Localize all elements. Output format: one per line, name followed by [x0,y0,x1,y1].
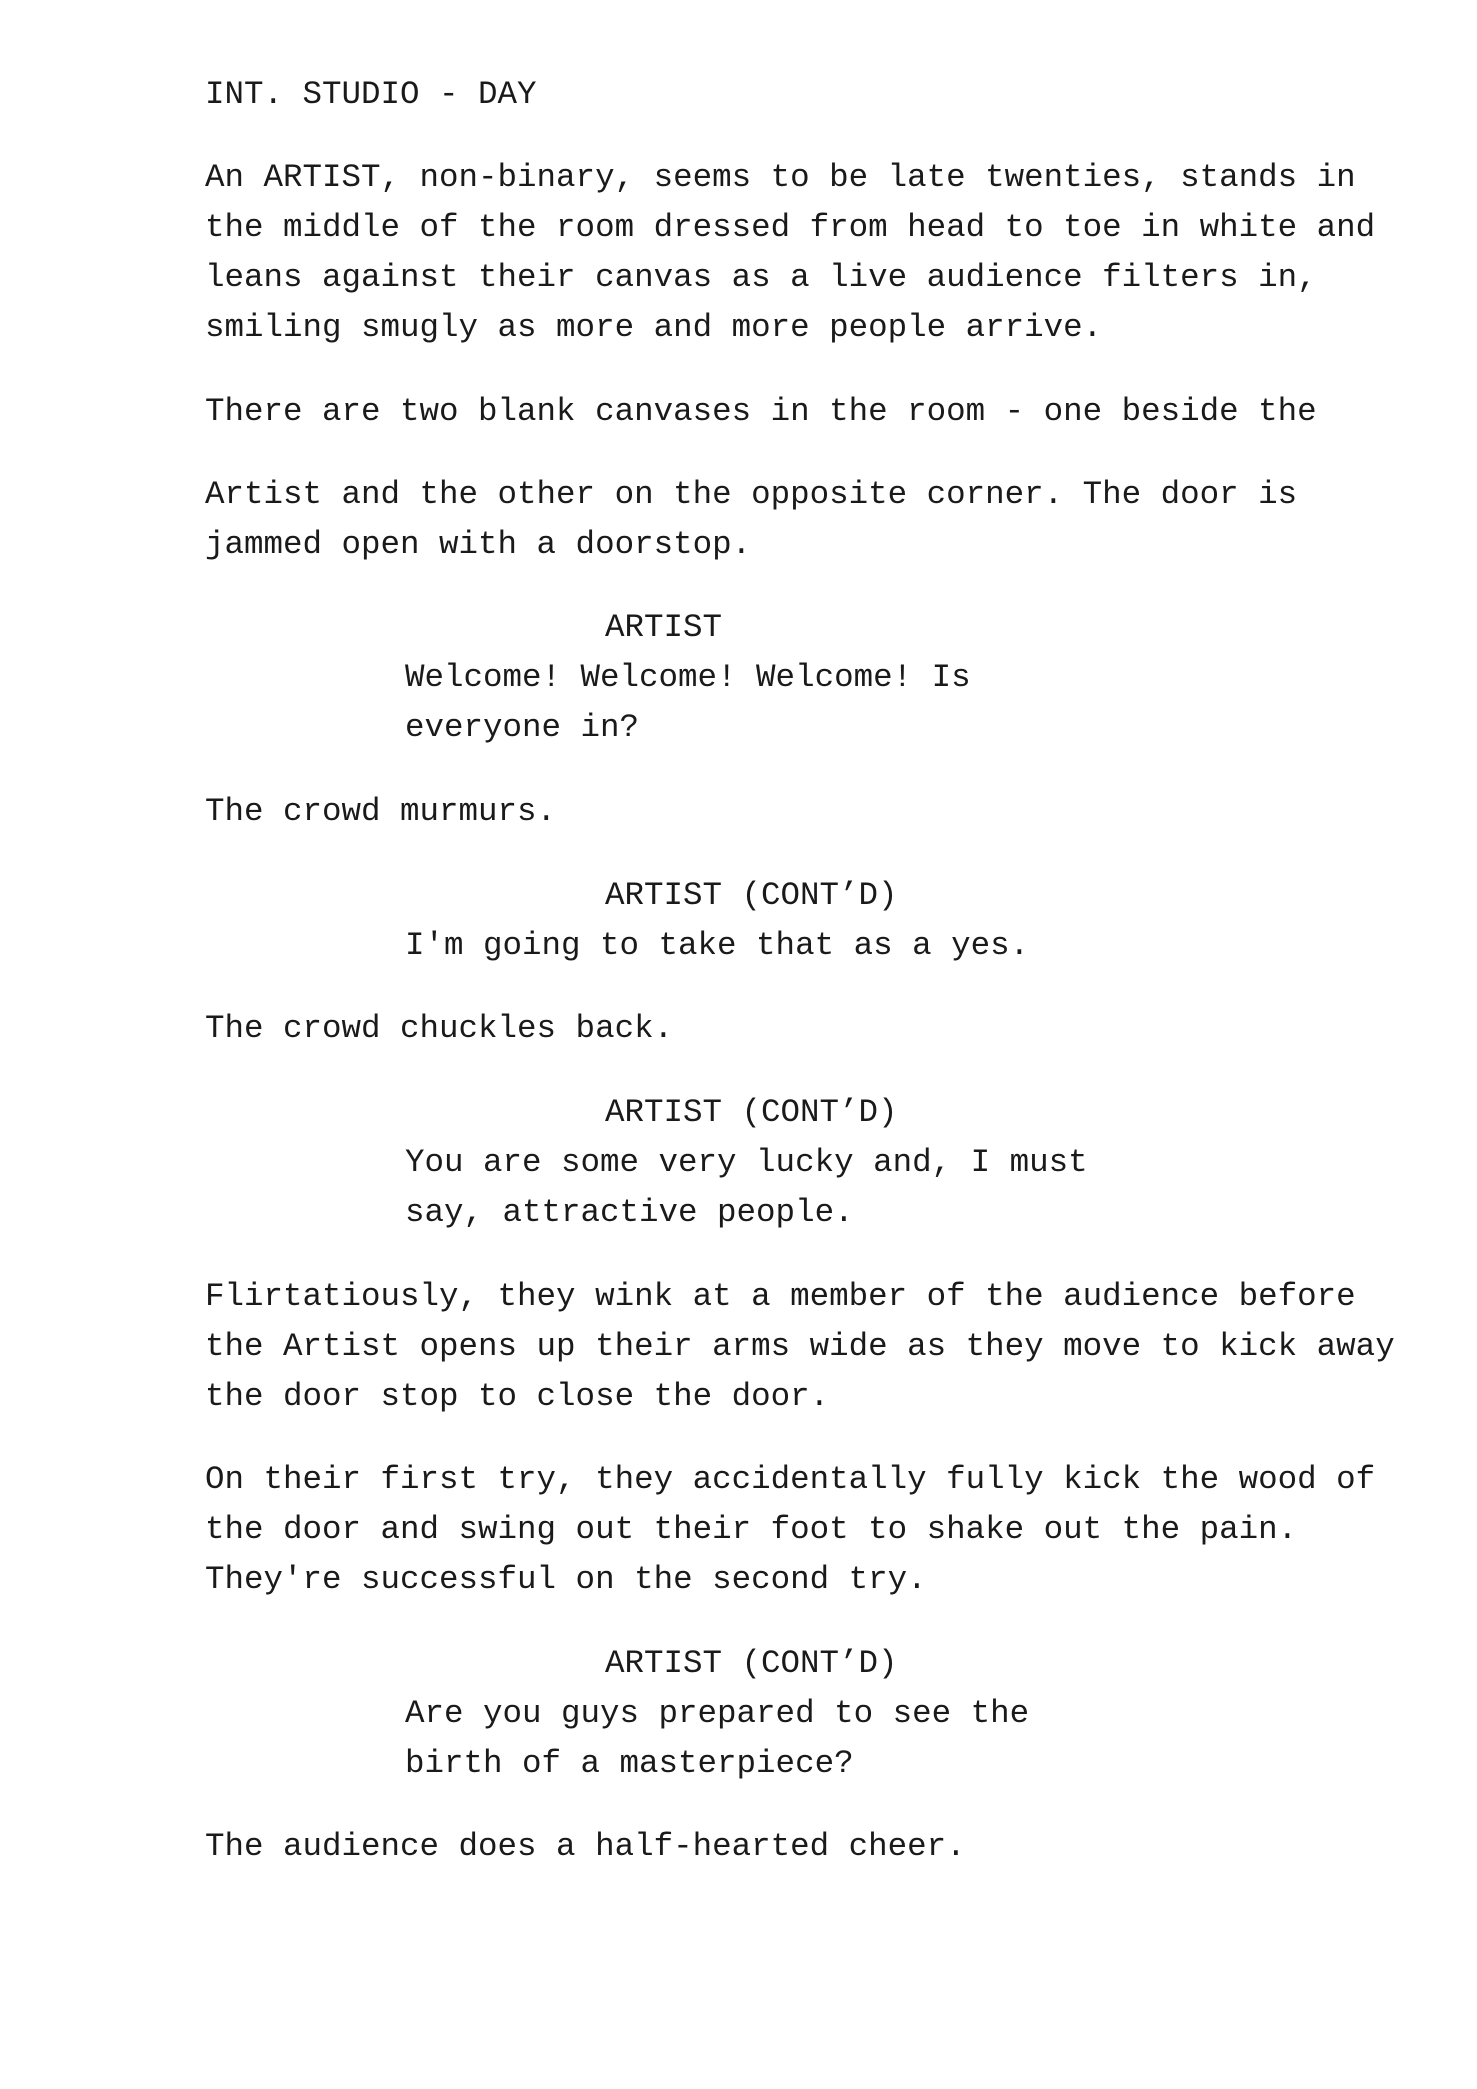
action-line: smiling smugly as more and more people arrive. [205,309,1103,346]
action-line: There are two blank canvases in the room - one beside the [205,393,1317,430]
action-line: The crowd murmurs. [205,793,557,830]
dialogue-line: say, attractive people. [405,1194,854,1231]
character-name: ARTIST (CONT’D) [605,1645,898,1682]
dialogue-line: birth of a masterpiece? [405,1745,854,1782]
action-line: An ARTIST, non-binary, seems to be late twenties, stands in [205,159,1356,196]
dialogue-line: You are some very lucky and, I must [405,1144,1088,1181]
dialogue-line: Welcome! Welcome! Welcome! Is [405,659,971,696]
action-line: The crowd chuckles back. [205,1010,674,1047]
dialogue-line: I'm going to take that as a yes. [405,927,1030,964]
action-line: Artist and the other on the opposite corner. The door is [205,476,1298,513]
action-line: the door and swing out their foot to shake out the pain. [205,1511,1298,1548]
action-line: the Artist opens up their arms wide as they move to kick away [205,1328,1395,1365]
action-line: They're successful on the second try. [205,1561,927,1598]
action-line: jammed open with a doorstop. [205,526,752,563]
action-line: On their first try, they accidentally fully kick the wood of [205,1461,1376,1498]
action-line: the door stop to close the door. [205,1378,830,1415]
dialogue-line: Are you guys prepared to see the [405,1695,1030,1732]
dialogue-line: everyone in? [405,709,640,746]
action-line: Flirtatiously, they wink at a member of the audience before [205,1278,1356,1315]
character-name: ARTIST (CONT’D) [605,877,898,914]
character-name: ARTIST [605,609,723,646]
character-name: ARTIST (CONT’D) [605,1094,898,1131]
scene-heading: INT. STUDIO - DAY [205,76,537,113]
action-line: The audience does a half-hearted cheer. [205,1828,966,1865]
action-line: the middle of the room dressed from head to toe in white and [205,209,1376,246]
action-line: leans against their canvas as a live audience filters in, [205,259,1317,296]
